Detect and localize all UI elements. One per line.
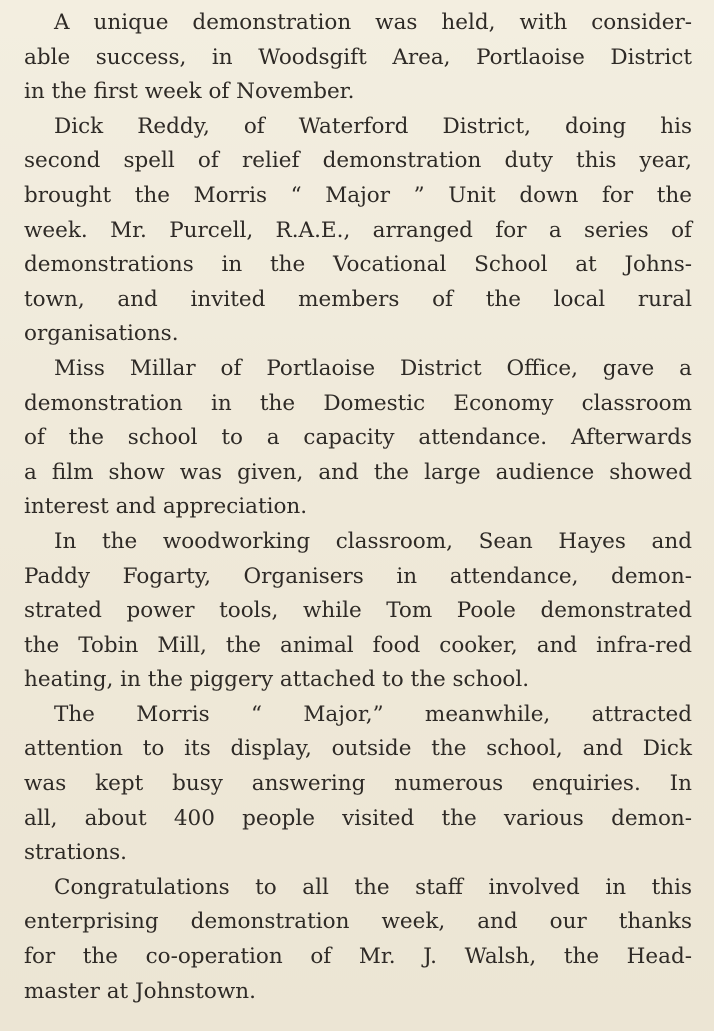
text-line: demonstrations in the Vocational School at Johns- xyxy=(24,252,692,278)
paragraph-4 xyxy=(24,525,692,698)
paragraph-5 xyxy=(24,698,692,871)
text-line: strations. xyxy=(24,840,127,866)
paragraph-2 xyxy=(24,110,692,352)
text-line: interest and appreciation. xyxy=(24,494,308,520)
text-line: enterprising demonstration week, and our thanks xyxy=(24,909,692,935)
text-line: Miss Millar of Portlaoise District Office, gave a xyxy=(54,355,692,381)
text-line: second spell of relief demonstration duty this year, xyxy=(24,148,692,174)
paragraph-6 xyxy=(24,871,692,1009)
text-line: A unique demonstration was held, with consider- xyxy=(54,10,692,35)
text-line: brought the Morris “ Major ” Unit down for the xyxy=(24,182,692,208)
text-line: master at Johnstown. xyxy=(24,978,256,1004)
text-line: of the school to a capacity attendance. Afterwards xyxy=(24,425,692,451)
text-line: week. Mr. Purcell, R.A.E., arranged for a series of xyxy=(24,217,692,243)
paragraph-1 xyxy=(24,6,692,110)
text-line: a film show was given, and the large audience showed xyxy=(24,459,692,485)
text-line: heating, in the piggery attached to the school. xyxy=(24,667,530,693)
text-line: Congratulations to all the staff involved in this xyxy=(54,874,692,900)
text-line: was kept busy answering numerous enquiries. In xyxy=(24,771,692,797)
text-line: Paddy Fogarty, Organisers in attendance, demon- xyxy=(24,563,692,589)
text-line: demonstration in the Domestic Economy classroom xyxy=(24,390,692,416)
text-line: The Morris “ Major,” meanwhile, attracted xyxy=(54,701,692,727)
paragraph-3 xyxy=(24,352,692,525)
text-line: in the first week of November. xyxy=(24,79,355,105)
text-line: for the co-operation of Mr. J. Walsh, the Head- xyxy=(24,944,692,970)
text-line: strated power tools, while Tom Poole demonstrated xyxy=(24,598,692,624)
text-line: all, about 400 people visited the various demon- xyxy=(24,805,692,831)
text-line: attention to its display, outside the school, and Dick xyxy=(24,736,692,762)
text-line: Dick Reddy, of Waterford District, doing his xyxy=(54,113,692,139)
text-line: organisations. xyxy=(24,321,179,347)
text-line: the Tobin Mill, the animal food cooker, and infra-red xyxy=(24,632,692,658)
text-line: able success, in Woodsgift Area, Portlaoise District xyxy=(24,44,692,70)
text-line: town, and invited members of the local rural xyxy=(24,286,692,312)
text-line: In the woodworking classroom, Sean Hayes and xyxy=(54,528,692,554)
